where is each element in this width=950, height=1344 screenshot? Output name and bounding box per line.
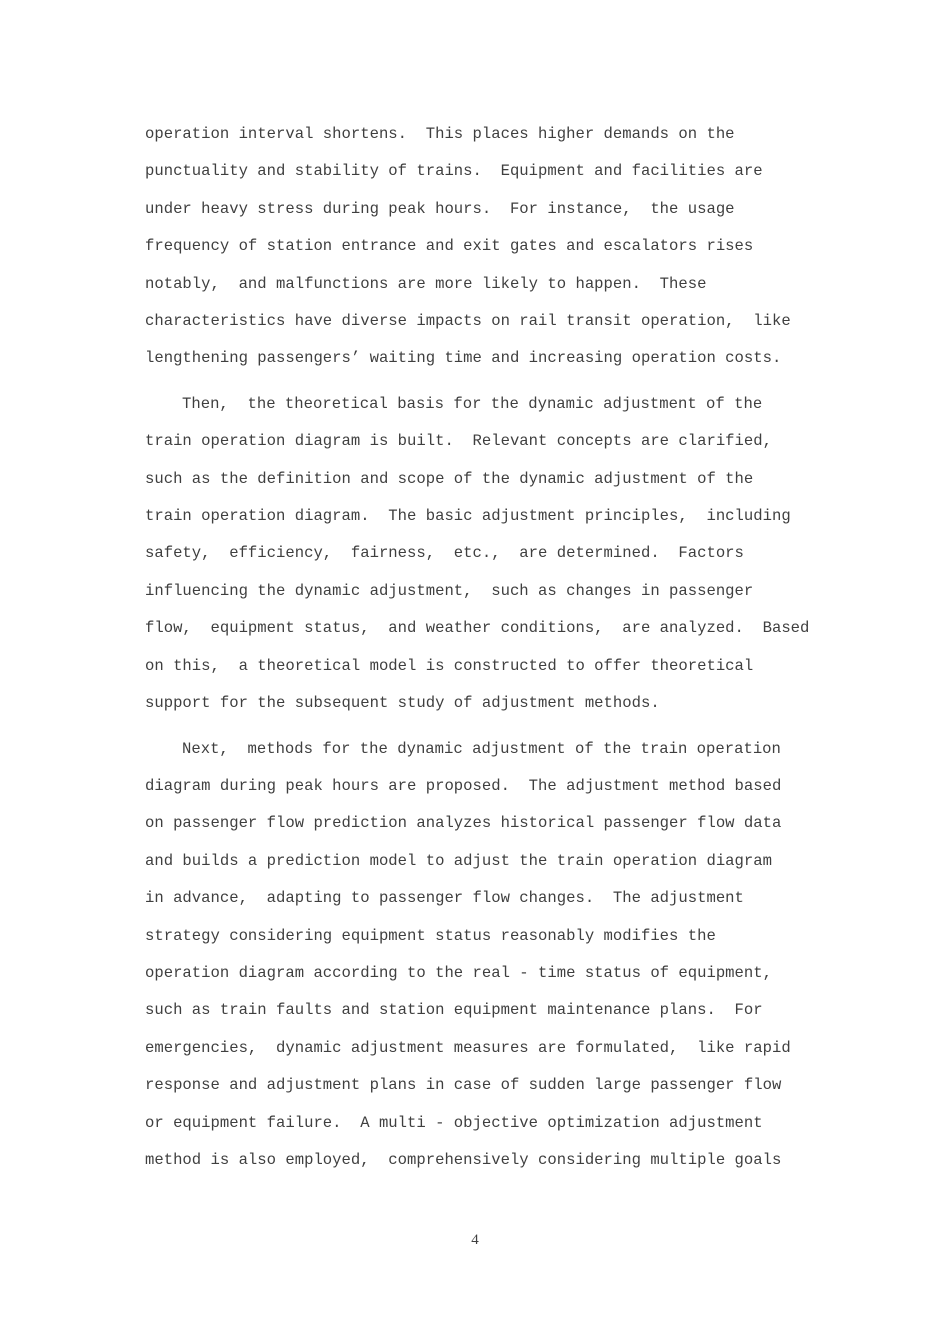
text-line: safety, efficiency, fairness, etc., are determined. Factors bbox=[145, 544, 744, 563]
text-line: lengthening passengers’ waiting time and increasing operation costs. bbox=[145, 349, 782, 368]
text-line: on this, a theoretical model is constructed to offer theoretical bbox=[145, 656, 754, 675]
text-line: diagram during peak hours are proposed. The adjustment method based bbox=[145, 776, 782, 795]
text-line: such as train faults and station equipment maintenance plans. For bbox=[145, 1001, 763, 1020]
text-line: such as the definition and scope of the dynamic adjustment of the bbox=[145, 469, 754, 488]
text-line: strategy considering equipment status reasonably modifies the bbox=[145, 926, 716, 945]
text-line: influencing the dynamic adjustment, such as changes in passenger bbox=[145, 581, 754, 600]
text-line: Next, methods for the dynamic adjustment of the train operation bbox=[182, 739, 781, 758]
page-number: 4 bbox=[471, 1232, 479, 1248]
text-line: frequency of station entrance and exit gates and escalators rises bbox=[145, 237, 754, 256]
text-line: operation diagram according to the real - time status of equipment, bbox=[145, 963, 772, 982]
text-line: in advance, adapting to passenger flow changes. The adjustment bbox=[145, 889, 744, 908]
text-line: Then, the theoretical basis for the dynamic adjustment of the bbox=[182, 394, 763, 413]
text-line: response and adjustment plans in case of sudden large passenger flow bbox=[145, 1076, 782, 1095]
text-line: train operation diagram is built. Relevant concepts are clarified, bbox=[145, 432, 772, 451]
paragraph bbox=[145, 116, 845, 378]
paragraph bbox=[145, 386, 845, 723]
text-line: flow, equipment status, and weather conditions, are analyzed. Based bbox=[145, 619, 810, 638]
text-line: emergencies, dynamic adjustment measures are formulated, like rapid bbox=[145, 1038, 791, 1057]
text-line: or equipment failure. A multi - objective optimization adjustment bbox=[145, 1113, 763, 1132]
text-line: on passenger flow prediction analyzes historical passenger flow data bbox=[145, 814, 782, 833]
text-line: characteristics have diverse impacts on rail transit operation, like bbox=[145, 312, 791, 331]
text-line: operation interval shortens. This places higher demands on the bbox=[145, 125, 735, 143]
document-body bbox=[145, 116, 845, 1179]
text-line: notably, and malfunctions are more likely to happen. These bbox=[145, 274, 707, 293]
text-line: and builds a prediction model to adjust the train operation diagram bbox=[145, 851, 772, 870]
paragraph bbox=[145, 731, 845, 1180]
text-line: punctuality and stability of trains. Equipment and facilities are bbox=[145, 162, 763, 181]
text-line: under heavy stress during peak hours. For instance, the usage bbox=[145, 199, 735, 218]
text-line: support for the subsequent study of adjustment methods. bbox=[145, 694, 660, 713]
text-line: method is also employed, comprehensively considering multiple goals bbox=[145, 1150, 782, 1169]
text-line: train operation diagram. The basic adjustment principles, including bbox=[145, 507, 791, 526]
